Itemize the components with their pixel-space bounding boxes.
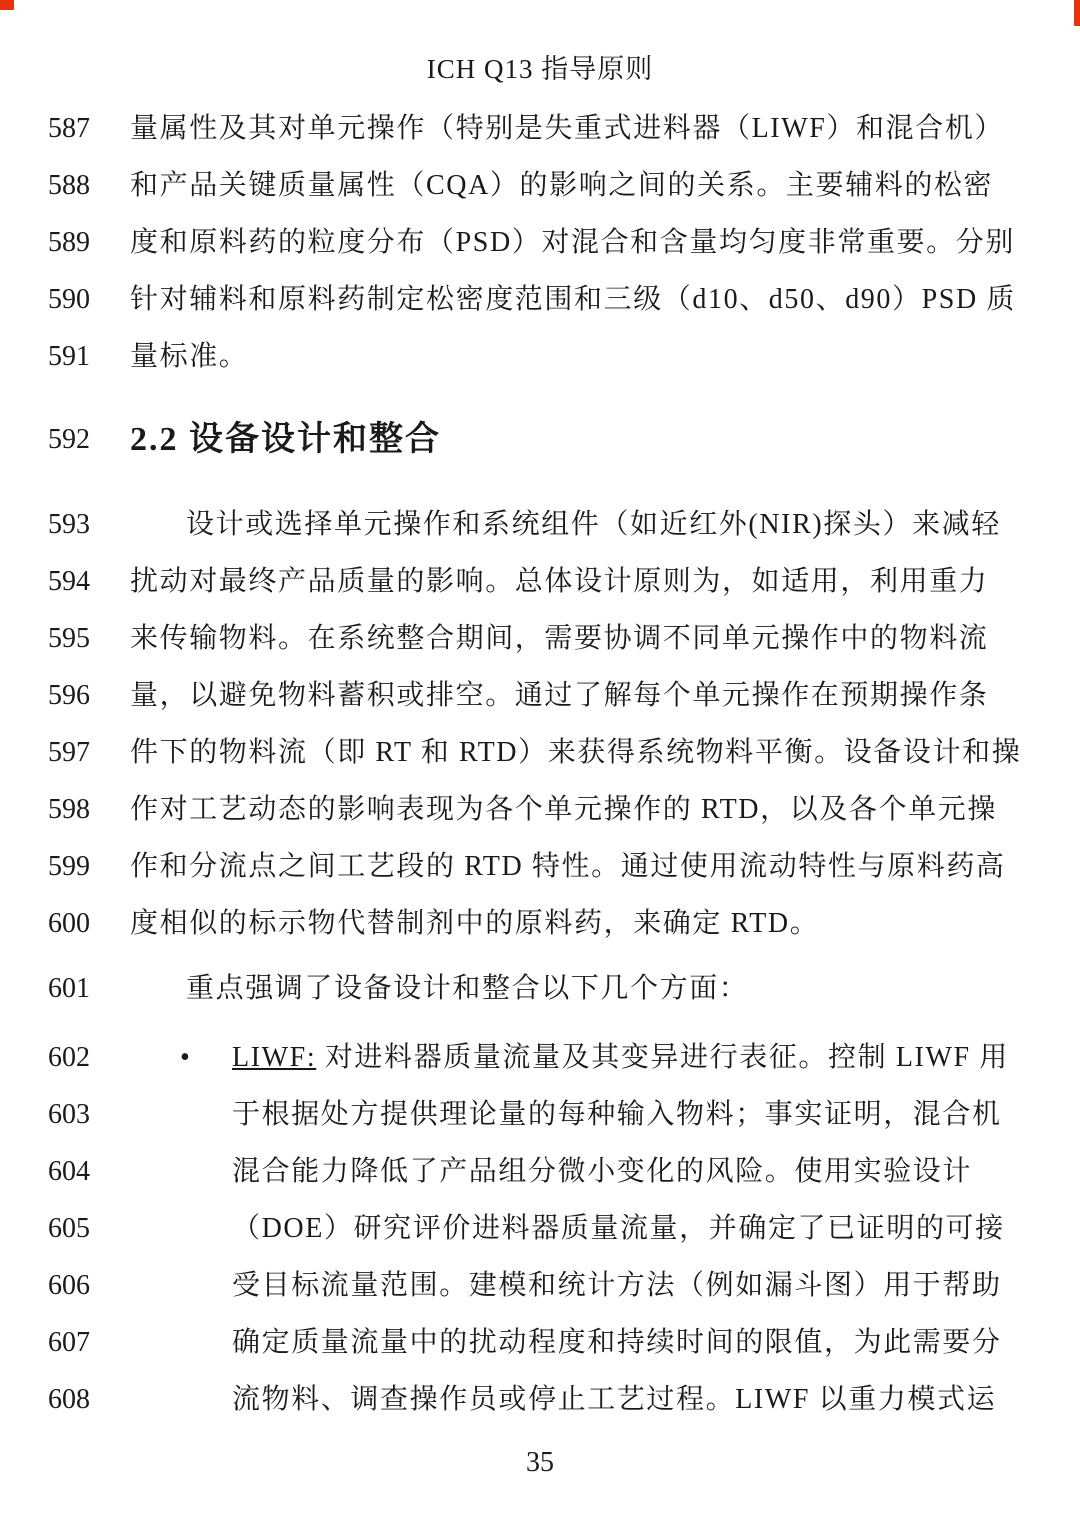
line-number: 607 — [48, 1327, 90, 1358]
line-text: （DOE）研究评价进料器质量流量，并确定了已证明的可接 — [232, 1213, 1005, 1244]
document-line — [0, 667, 1080, 724]
document-line — [0, 838, 1080, 895]
line-number: 589 — [48, 227, 90, 258]
line-text: 2.2 设备设计和整合 — [130, 421, 441, 458]
document-line — [0, 157, 1080, 214]
document-line — [0, 1257, 1080, 1314]
line-text: 流物料、调查操作员或停止工艺过程。LIWF 以重力模式运 — [232, 1384, 997, 1415]
line-number: 597 — [48, 737, 90, 768]
document-line — [0, 1314, 1080, 1371]
document-line — [0, 214, 1080, 271]
line-number: 596 — [48, 680, 90, 711]
bullet-icon: • — [180, 1042, 190, 1073]
line-text: 受目标流量范围。建模和统计方法（例如漏斗图）用于帮助 — [232, 1270, 1002, 1301]
line-text: 量标准。 — [130, 341, 249, 372]
line-text: 度和原料药的粒度分布（PSD）对混合和含量均匀度非常重要。分别 — [130, 227, 1015, 258]
line-number: 601 — [48, 973, 90, 1004]
line-number: 593 — [48, 509, 90, 540]
scan-artifact-top-left — [0, 0, 14, 10]
line-number: 588 — [48, 170, 90, 201]
line-text: 混合能力降低了产品组分微小变化的风险。使用实验设计 — [232, 1156, 973, 1187]
document-line — [0, 1371, 1080, 1428]
line-number: 592 — [48, 424, 90, 455]
line-number: 590 — [48, 284, 90, 315]
line-text: 针对辅料和原料药制定松密度范围和三级（d10、d50、d90）PSD 质 — [130, 284, 1016, 315]
line-number: 608 — [48, 1384, 90, 1415]
line-text: 设计或选择单元操作和系统组件（如近红外(NIR)探头）来减轻 — [186, 509, 1001, 540]
line-text: 重点强调了设备设计和整合以下几个方面： — [186, 973, 749, 1004]
document-line — [0, 100, 1080, 157]
line-number: 587 — [48, 113, 90, 144]
document-line — [0, 411, 1080, 468]
line-text: 于根据处方提供理论量的每种输入物料；事实证明，混合机 — [232, 1099, 1002, 1130]
page-header-title: ICH Q13 指导原则 — [426, 54, 654, 84]
line-text: 作对工艺动态的影响表现为各个单元操作的 RTD，以及各个单元操 — [130, 794, 997, 825]
bullet-label: LIWF: — [232, 1042, 317, 1073]
document-line — [0, 1029, 1080, 1086]
line-number: 599 — [48, 851, 90, 882]
line-text: 来传输物料。在系统整合期间，需要协调不同单元操作中的物料流 — [130, 623, 989, 654]
document-line — [0, 895, 1080, 952]
document-line — [0, 610, 1080, 667]
line-text: 和产品关键质量属性（CQA）的影响之间的关系。主要辅料的松密 — [130, 170, 994, 201]
document-line — [0, 496, 1080, 553]
line-text: 作和分流点之间工艺段的 RTD 特性。通过使用流动特性与原料药高 — [130, 851, 1006, 882]
line-text: • LIWF: 对进料器质量流量及其变异进行表征。控制 LIWF 用 — [130, 1029, 1024, 1086]
line-number: 603 — [48, 1099, 90, 1130]
line-number: 604 — [48, 1156, 90, 1187]
document-line — [0, 1200, 1080, 1257]
line-number: 602 — [48, 1042, 90, 1073]
line-number: 594 — [48, 566, 90, 597]
line-text: 确定质量流量中的扰动程度和持续时间的限值，为此需要分 — [232, 1327, 1002, 1358]
document-line — [0, 1086, 1080, 1143]
page-footer-number: 35 — [526, 1447, 554, 1478]
line-number: 598 — [48, 794, 90, 825]
line-text: 度相似的标示物代替制剂中的原料药，来确定 RTD。 — [130, 908, 820, 939]
line-text: 量，以避免物料蓄积或排空。通过了解每个单元操作在预期操作条 — [130, 680, 989, 711]
document-line — [0, 781, 1080, 838]
document-line — [0, 724, 1080, 781]
line-number: 591 — [48, 341, 90, 372]
document-line — [0, 553, 1080, 610]
document-line — [0, 271, 1080, 328]
document-line — [0, 328, 1080, 385]
line-text: 量属性及其对单元操作（特别是失重式进料器（LIWF）和混合机） — [130, 113, 1005, 144]
line-number: 605 — [48, 1213, 90, 1244]
line-text: 件下的物料流（即 RT 和 RTD）来获得系统物料平衡。设备设计和操 — [130, 737, 1022, 768]
line-text: 扰动对最终产品质量的影响。总体设计原则为，如适用，利用重力 — [130, 566, 989, 597]
line-number: 600 — [48, 908, 90, 939]
document-line — [0, 1143, 1080, 1200]
line-number: 606 — [48, 1270, 90, 1301]
document-line — [0, 960, 1080, 1017]
line-number: 595 — [48, 623, 90, 654]
document-content — [0, 86, 1080, 1428]
scan-artifact-top-right — [1074, 0, 1080, 26]
